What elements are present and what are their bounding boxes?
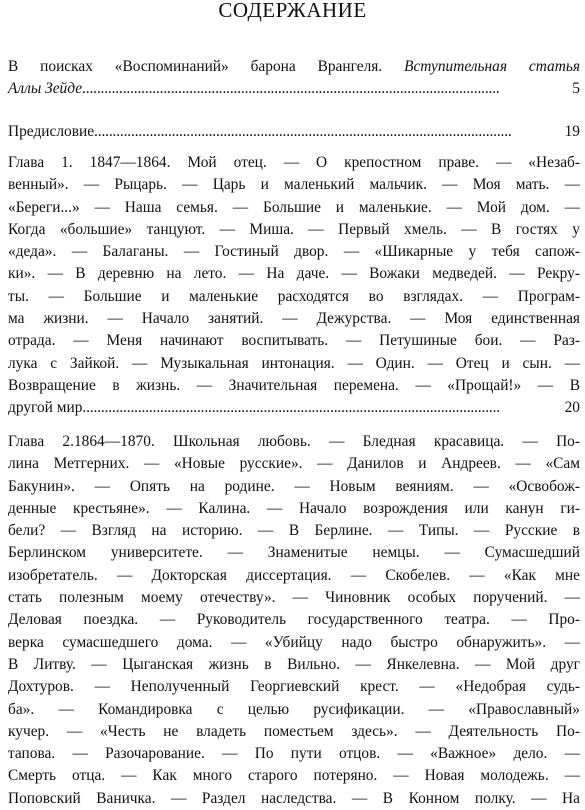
intro-subtitle: Вступительная статья bbox=[404, 58, 580, 75]
chapter1-line: лука с Зайкой. — Музыкальная интонация. — Один. — Отец и сын. — bbox=[8, 354, 580, 372]
chapter2-line: Берлинском университете. — Знаменитые немцы. — Сумасшедший bbox=[8, 544, 580, 562]
chapter1-line: отрада. — Меня начинают воспитывать. — Петушиные бои. — Раз- bbox=[8, 332, 580, 350]
chapter2-line: Смерть отца. — Как много старого потеряно. — Новая молодежь. — bbox=[8, 767, 580, 785]
chapter2-line: бели? — Взгляд на историю. — В Берлине. — Типы. — Русские в bbox=[8, 522, 580, 540]
chapter2-line: ба». — Командировка с целью русификации. — «Православный» bbox=[8, 700, 580, 718]
chapter1-line: «деда». — Балаганы. — Гостиный двор. — «Шикарные у тебя сапож- bbox=[8, 243, 580, 261]
preface-title: Предисловие bbox=[8, 123, 95, 140]
chapter2-line: тапова. — Разочарование. — По пути отцов. — «Важное» дело. — bbox=[8, 745, 580, 763]
chapter1-page-number: 20 bbox=[564, 399, 580, 417]
chapter1-line: Глава 1. 1847—1864. Мой отец. — О крепостном праве. — «Незаб- bbox=[8, 154, 580, 171]
leader-dots bbox=[82, 397, 562, 419]
preface-page-number: 19 bbox=[564, 123, 580, 140]
chapter2-line: денные крестьяне». — Калина. — Начало возрождения или канун ги- bbox=[8, 499, 580, 517]
intro-title: В поисках «Воспоминаний» барона Врангеля. bbox=[8, 58, 383, 75]
leader-dots bbox=[82, 78, 570, 100]
chapter2-line: стать полезным моему отечеству». — Чиновник особых поручений. — bbox=[8, 589, 580, 607]
chapter2-line: Глава 2.1864—1870. Школьная любовь. — Бледная красавица. — По- bbox=[8, 433, 580, 450]
toc-entry-intro-line2 bbox=[8, 78, 580, 100]
chapter1-line: ма жизни. — Начало занятий. — Дежурства. — Моя единственная bbox=[8, 310, 580, 328]
chapter1-line: ты. — Большие и маленькие расходятся во взглядах. — Програм- bbox=[8, 287, 580, 305]
chapter2-line: Дохтуров. — Неполученный Георгиевский крест. — «Недобрая судь- bbox=[8, 678, 580, 696]
intro-page-number: 5 bbox=[572, 80, 580, 98]
chapter2-line: лина Метгерних. — «Новые русские». — Данилов и Андреев. — «Сам bbox=[8, 455, 580, 473]
chapter1-line: Когда «большие» танцуют. — Миша. — Первый хмель. — В гостях у bbox=[8, 220, 580, 238]
chapter2-line: верка сумасшедшего дома. — «Убийцу надо быстро обнаружить». — bbox=[8, 633, 580, 651]
chapter1-line: Возвращение в жизнь. — Значительная перемена. — «Прощай!» — В bbox=[8, 376, 580, 394]
toc-heading: СОДЕРЖАНИЕ bbox=[218, 0, 367, 22]
chapter1-line: ки». — В деревню на лето. — На даче. — Вожаки медведей. — Рекру- bbox=[8, 265, 580, 283]
intro-author: Аллы Зейде bbox=[8, 80, 83, 98]
chapter2-line: изобретатель. — Докторская диссертация. — Скобелев. — «Как мне bbox=[8, 566, 580, 584]
chapter2-line: кучер. — «Честь не владеть поместьем здесь». — Деятельность По- bbox=[8, 722, 580, 740]
chapter2-line: Деловая поездка. — Руководитель государственного театра. — Про- bbox=[8, 611, 580, 629]
chapter1-last-text: другой мир bbox=[8, 399, 83, 417]
toc-entry-intro[interactable] bbox=[8, 56, 580, 101]
toc-entry-chapter1[interactable] bbox=[8, 152, 580, 420]
leader-dots bbox=[94, 121, 563, 143]
toc-entry-preface[interactable] bbox=[8, 121, 580, 143]
chapter1-last-line bbox=[8, 397, 580, 419]
chapter2-line: Поповский Ваничка. — Раздел наследства. — В Конном полку. — На bbox=[8, 789, 580, 807]
chapter1-line: венный». — Рыцарь. — Царь и маленький мальчик. — Моя мать. — bbox=[8, 176, 580, 194]
chapter2-line: В Литву. — Цыганская жизнь в Вильно. — Янкелевна. — Мой друг bbox=[8, 655, 580, 673]
toc-entry-chapter2[interactable] bbox=[8, 431, 580, 810]
toc-entry-intro-line1 bbox=[8, 56, 580, 78]
chapter2-line: Бакунин». — Опять на родине. — Новым веяниям. — «Освобож- bbox=[8, 477, 580, 495]
chapter1-line: «Береги...» — Наша семья. — Большие и маленькие. — Мой дом. — bbox=[8, 198, 580, 216]
toc-entry-preface-line bbox=[8, 121, 580, 143]
